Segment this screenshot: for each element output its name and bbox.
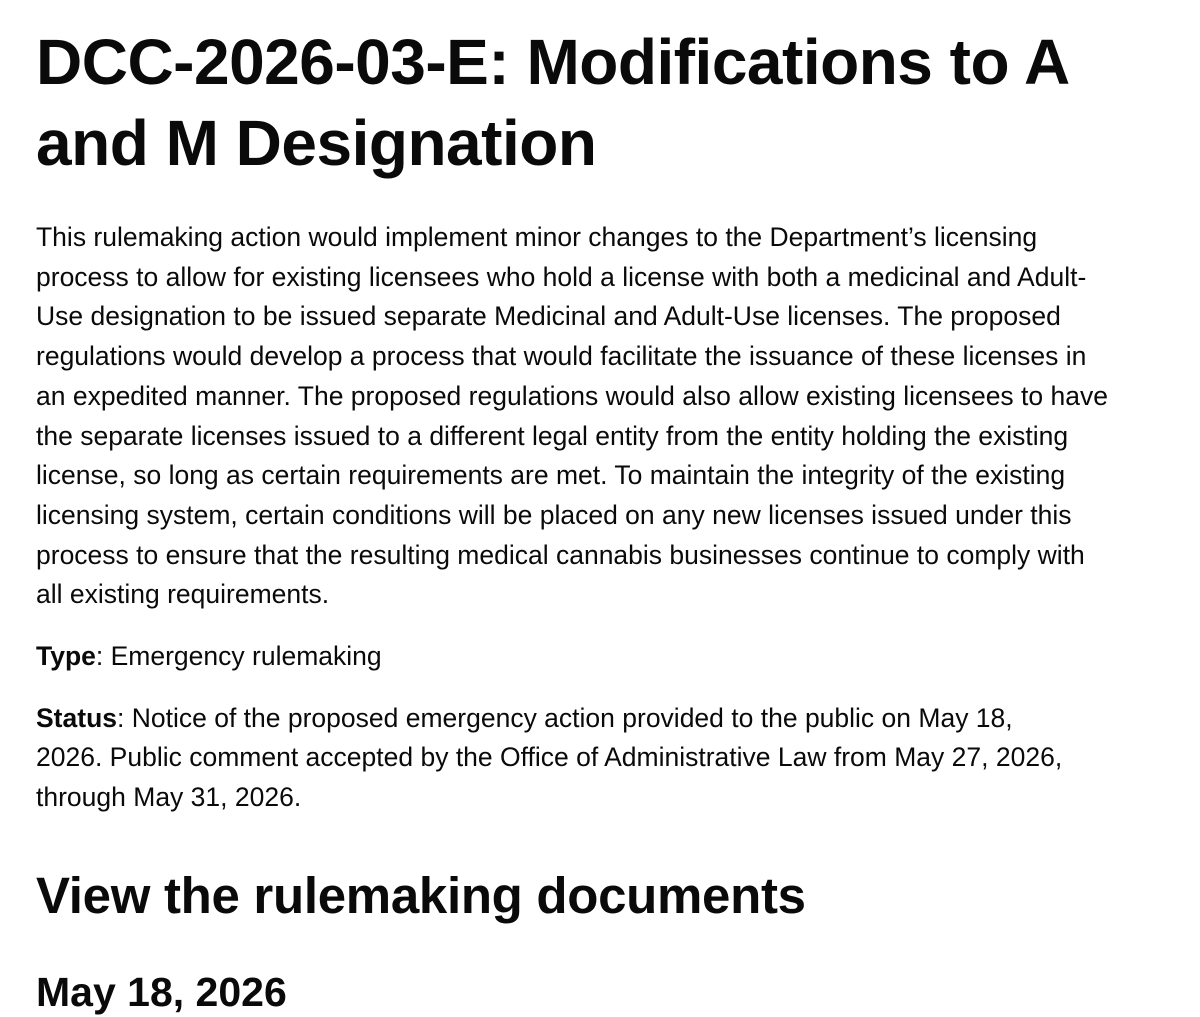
page-content (36, 0, 1146, 1017)
type-line (36, 637, 1076, 677)
page-title: DCC-2026-03-E: Modifications to A and M Designation (36, 26, 1068, 179)
status-label: Status (36, 702, 117, 733)
rulemaking-description: This rulemaking action would implement minor changes to the Department’s licensing process to allow for existing licensees who hold a license with both a medicinal and Adult-Use designation to be issued separate Medicinal and Adult-Use licenses. The proposed regulations would develop a process that would facilitate the issuance of these licenses in an expedited manner. The proposed regulations would also allow existing licensees to have the separate licenses issued to a different legal entity from the entity holding the existing license, so long as certain requirements are met. To maintain the integrity of the existing licensing system, certain conditions will be placed on any new licenses issued under this process to ensure that the resulting medical cannabis businesses continue to comply with all existing requirements. (36, 222, 1108, 610)
status-line (36, 699, 1076, 818)
date-heading: May 18, 2026 (36, 968, 287, 1015)
type-value: : Emergency rulemaking (95, 641, 382, 672)
type-label: Type (36, 641, 96, 672)
documents-heading: View the rulemaking documents (36, 866, 806, 924)
status-value: : Notice of the proposed emergency action provided to the public on May 18, 2026. Public comment accepted by the Office of Administrative Law from May 27, 2026, through May 31, 2026. (36, 702, 1063, 813)
